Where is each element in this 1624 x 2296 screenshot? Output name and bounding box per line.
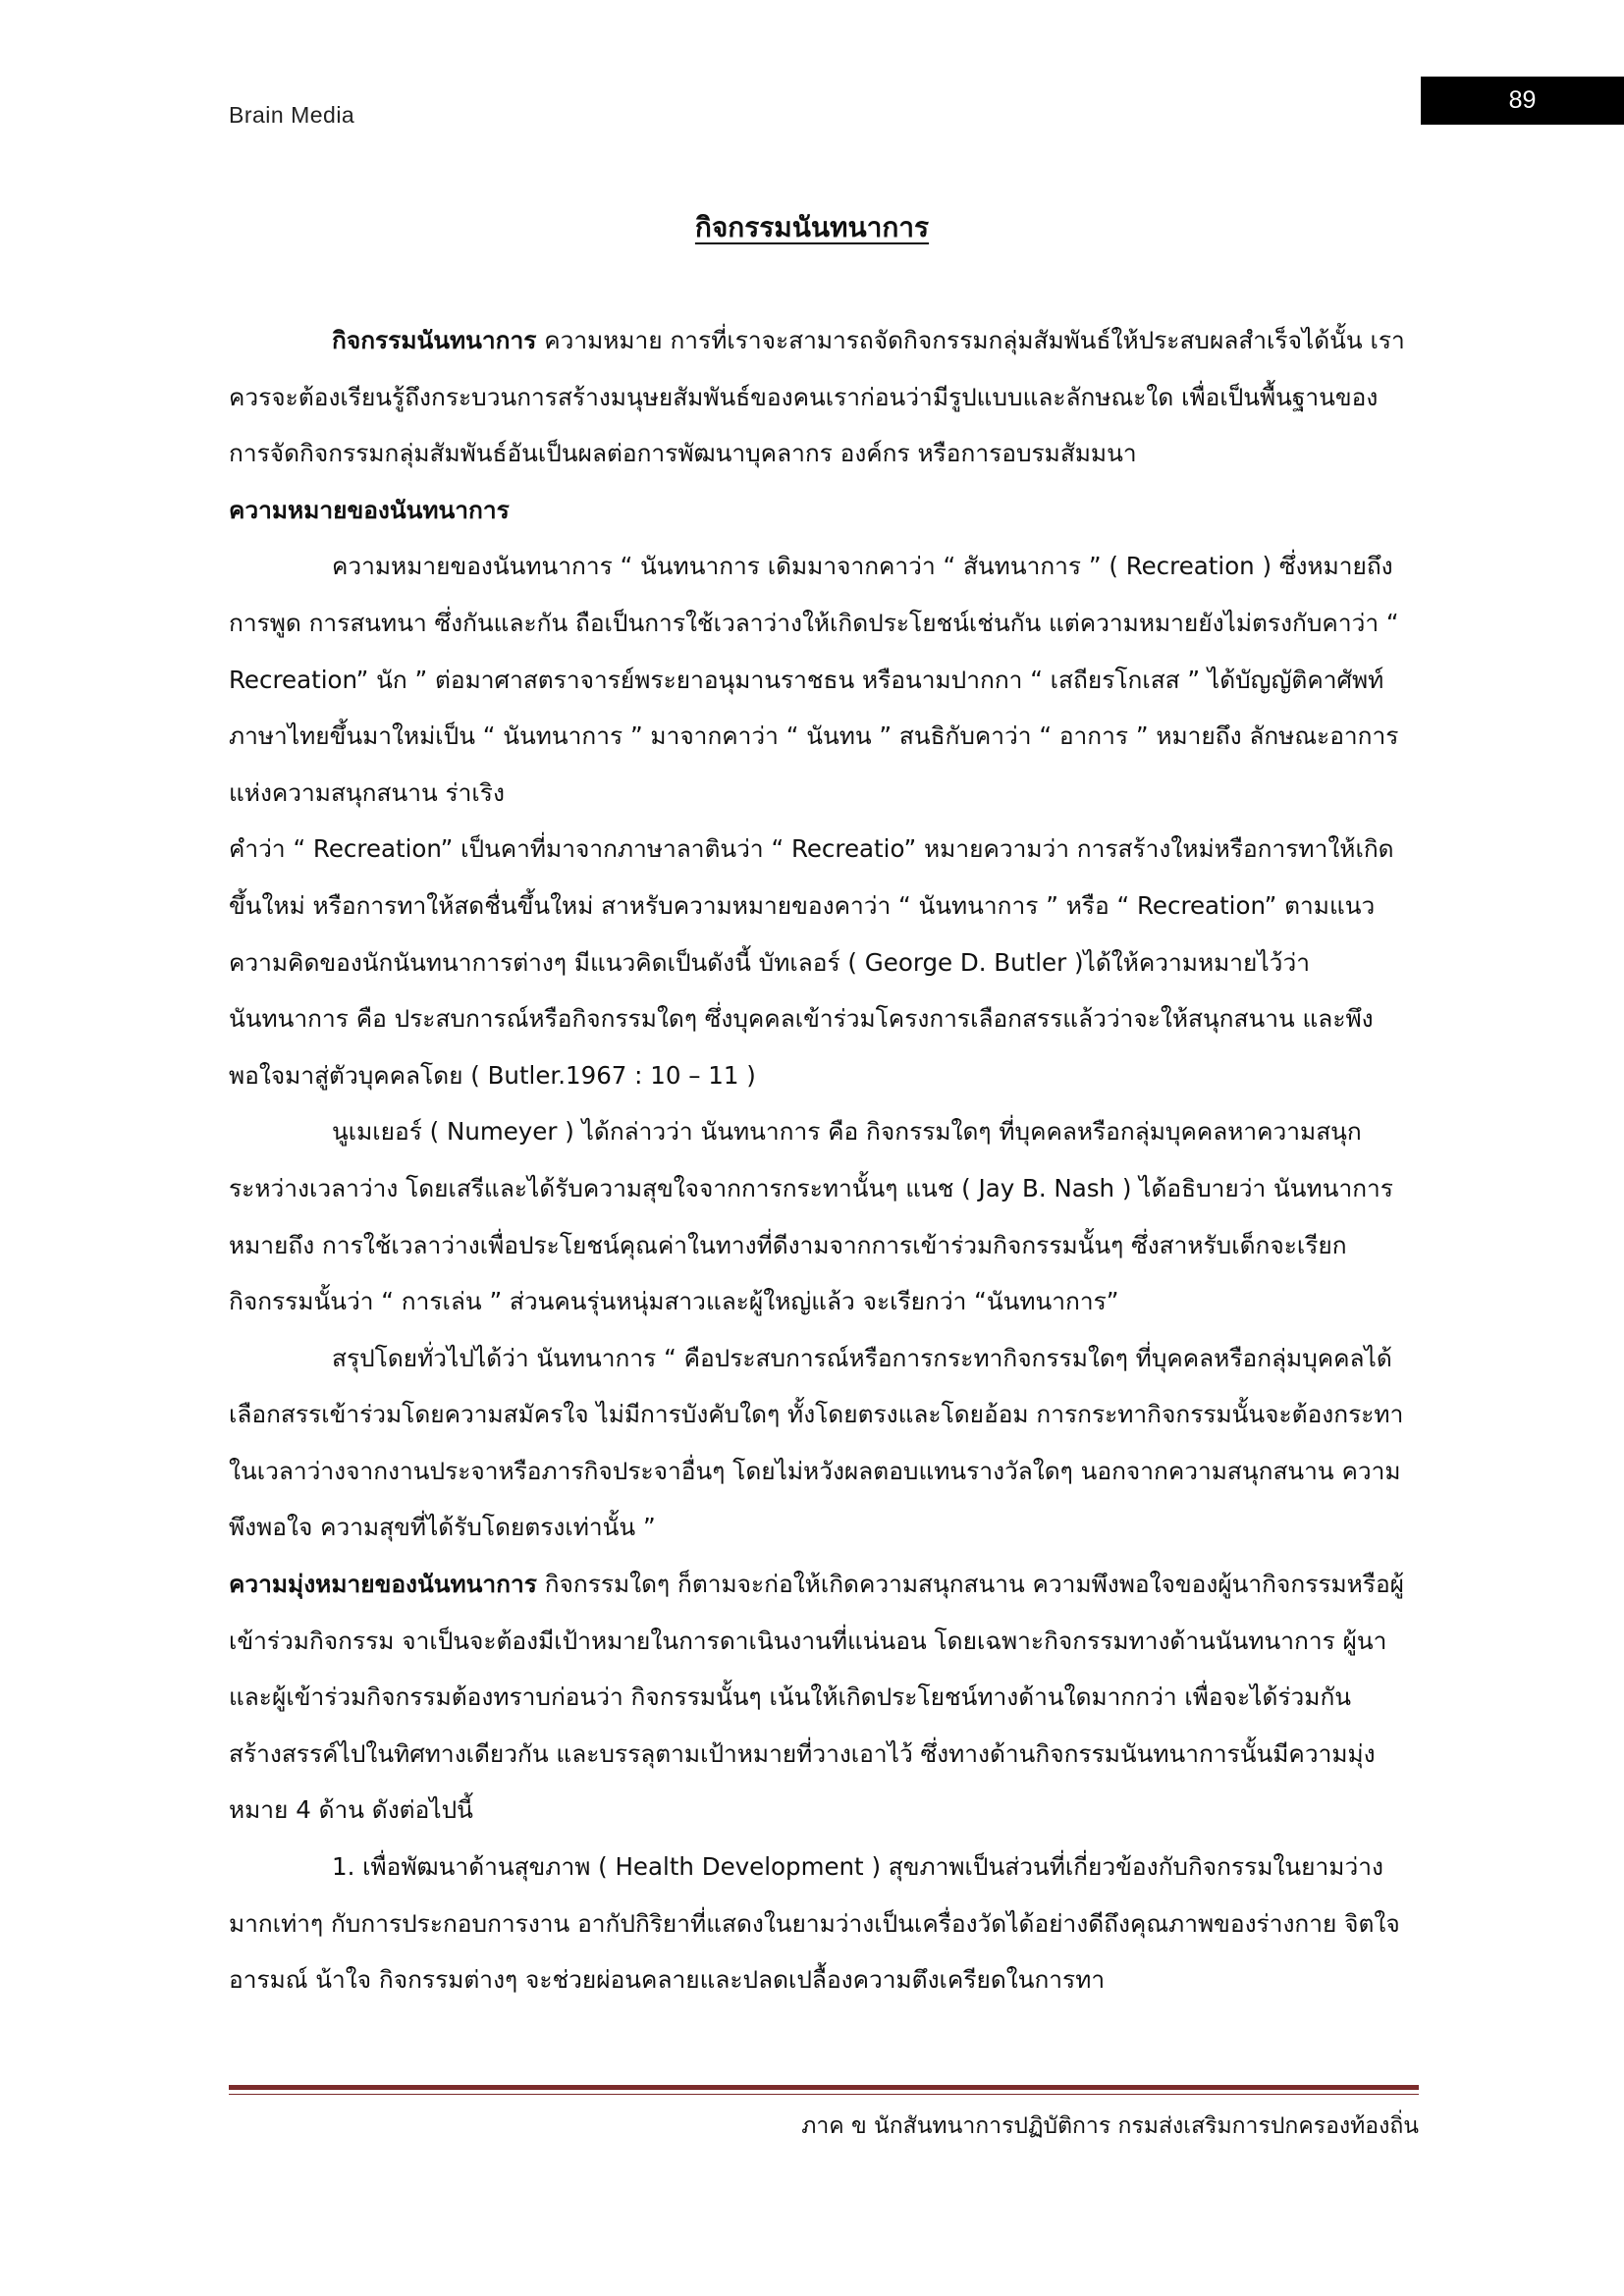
paragraph-lead: กิจกรรมนันทนาการ bbox=[332, 326, 537, 354]
footer-divider bbox=[229, 2085, 1419, 2090]
paragraph-purpose bbox=[229, 1556, 1419, 1839]
document-body bbox=[229, 312, 1419, 2008]
paragraph-numeyer: นูเมเยอร์ ( Numeyer ) ได้กล่าวว่า นันทนาการ คือ กิจกรรมใดๆ ที่บุคคลหรือกลุ่มบุคคลหาความสนุกระหว่างเวลาว่าง โดยเสรีและได้รับความสุขใจจากการกระทานั้นๆ แนช ( Jay B. Nash ) ได้อธิบายว่า นันทนาการ หมายถึง การใช้เวลาว่างเพื่อประโยชน์คุณค่าในทางที่ดีงามจากการเข้าร่วมกิจกรรมนั้นๆ ซึ่งสาหรับเด็กจะเรียกกิจกรรมนั้นว่า “ การเล่น ” ส่วนคนรุ่นหนุ่มสาวและผู้ใหญ่แล้ว จะเรียกว่า “นันทนาการ” bbox=[229, 1117, 1393, 1316]
footer-divider-thin bbox=[229, 2094, 1419, 2095]
paragraph-lead: ความมุ่งหมายของนันทนาการ bbox=[229, 1570, 537, 1599]
paragraph-summary: สรุปโดยทั่วไปได้ว่า นันทนาการ “ คือประสบการณ์หรือการกระทากิจกรรมใดๆ ที่บุคคลหรือกลุ่มบุคคลได้เลือกสรรเข้าร่วมโดยความสมัครใจ ไม่มีการบังคับใดๆ ทั้งโดยตรงและโดยอ้อม การกระทากิจกรรมนั้นจะต้องกระทาในเวลาว่างจากงานประจาหรือภารกิจประจาอื่นๆ โดยไม่หวังผลตอบแทนรางวัลใดๆ นอกจากความสนุกสนาน ความพึงพอใจ ความสุขที่ได้รับโดยตรงเท่านั้น ” bbox=[229, 1343, 1404, 1542]
paragraph-recreation-word: คำว่า “ Recreation” เป็นคาที่มาจากภาษาลาตินว่า “ Recreatio” หมายความว่า การสร้างใหม่หรือการทาให้เกิดขึ้นใหม่ หรือการทาให้สดชื่นขึ้นใหม่ สาหรับความหมายของคาว่า “ นันทนาการ ” หรือ “ Recreation” ตามแนวความคิดของนักนันทนาการต่างๆ มีแนวคิดเป็นดังนี้ บัทเลอร์ ( George D. Butler )ได้ให้ความหมายไว้ว่า นันทนาการ คือ ประสบการณ์หรือกิจกรรมใดๆ ซึ่งบุคคลเข้าร่วมโครงการเลือกสรรแล้วว่าจะให้สนุกสนาน และพึงพอใจมาสู่ตัวบุคคลโดย ( Butler.1967 : 10 – 11 ) bbox=[229, 834, 1394, 1090]
paragraph-text: กิจกรรมใดๆ ก็ตามจะก่อให้เกิดความสนุกสนาน ความพึงพอใจของผู้นากิจกรรมหรือผู้เข้าร่วมกิจกรรม จาเป็นจะต้องมีเป้าหมายในการดาเนินงานที่แน่นอน โดยเฉพาะกิจกรรมทางด้านนันทนาการ ผู้นาและผู้เข้าร่วมกิจกรรมต้องทราบก่อนว่า กิจกรรมนั้นๆ เน้นให้เกิดประโยชน์ทางด้านใดมากกว่า เพื่อจะได้ร่วมกันสร้างสรรค์ไปในทิศทางเดียวกัน และบรรลุตามเป้าหมายที่วางเอาไว้ ซึ่งทางด้านกิจกรรมนันทนาการนั้นมีความมุ่งหมาย 4 ด้าน ดังต่อไปนี้ bbox=[229, 1570, 1405, 1825]
paragraph-intro bbox=[229, 312, 1419, 482]
section-heading-meaning: ความหมายของนันทนาการ bbox=[229, 495, 510, 524]
paragraph-health: 1. เพื่อพัฒนาด้านสุขภาพ ( Health Development ) สุขภาพเป็นส่วนที่เกี่ยวข้องกับกิจกรรมในยามว่างมากเท่าๆ กับการประกอบการงาน อากัปกิริยาที่แสดงในยามว่างเป็นเครื่องวัดได้อย่างดีถึงคุณภาพของร่างกาย จิตใจ อารมณ์ น้าใจ กิจกรรมต่างๆ จะช่วยผ่อนคลายและปลดเปลื้องความตึงเครียดในการทา bbox=[229, 1852, 1400, 1995]
paragraph-meaning: ความหมายของนันทนาการ “ นันทนาการ เดิมมาจากคาว่า “ สันทนาการ ” ( Recreation ) ซึ่งหมายถึง การพูด การสนทนา ซึ่งกันและกัน ถือเป็นการใช้เวลาว่างให้เกิดประโยชน์เช่นกัน แต่ความหมายยังไม่ตรงกับคาว่า “ Recreation” นัก ” ต่อมาศาสตราจารย์พระยาอนุมานราชธน หรือนามปากกา “ เสถียรโกเสส ” ได้บัญญัติคาศัพท์ภาษาไทยขึ้นมาใหม่เป็น “ นันทนาการ ” มาจากคาว่า “ นันทน ” สนธิกับคาว่า “ อาการ ” หมายถึง ลักษณะอาการแห่งความสนุกสนาน ร่าเริง bbox=[229, 552, 1399, 807]
paragraph-text: ความหมาย การที่เราจะสามารถจัดกิจกรรมกลุ่มสัมพันธ์ให้ประสบผลสำเร็จได้นั้น เราควรจะต้องเรียนรู้ถึงกระบวนการสร้างมนุษยสัมพันธ์ของคนเราก่อนว่ามีรูปแบบและลักษณะใด เพื่อเป็นพื้นฐานของการจัดกิจกรรมกลุ่มสัมพันธ์อันเป็นผลต่อการพัฒนาบุคลากร องค์กร หรือการอบรมสัมมนา bbox=[229, 326, 1405, 468]
publisher-label: Brain Media bbox=[229, 102, 355, 128]
page-number-badge: 89 bbox=[1421, 77, 1624, 125]
footer-label: ภาค ข นักสันทนาการปฏิบัติการ กรมส่งเสริมการปกครองท้องถิ่น bbox=[801, 2113, 1419, 2139]
page-title: กิจกรรมนันทนาการ bbox=[694, 211, 930, 243]
